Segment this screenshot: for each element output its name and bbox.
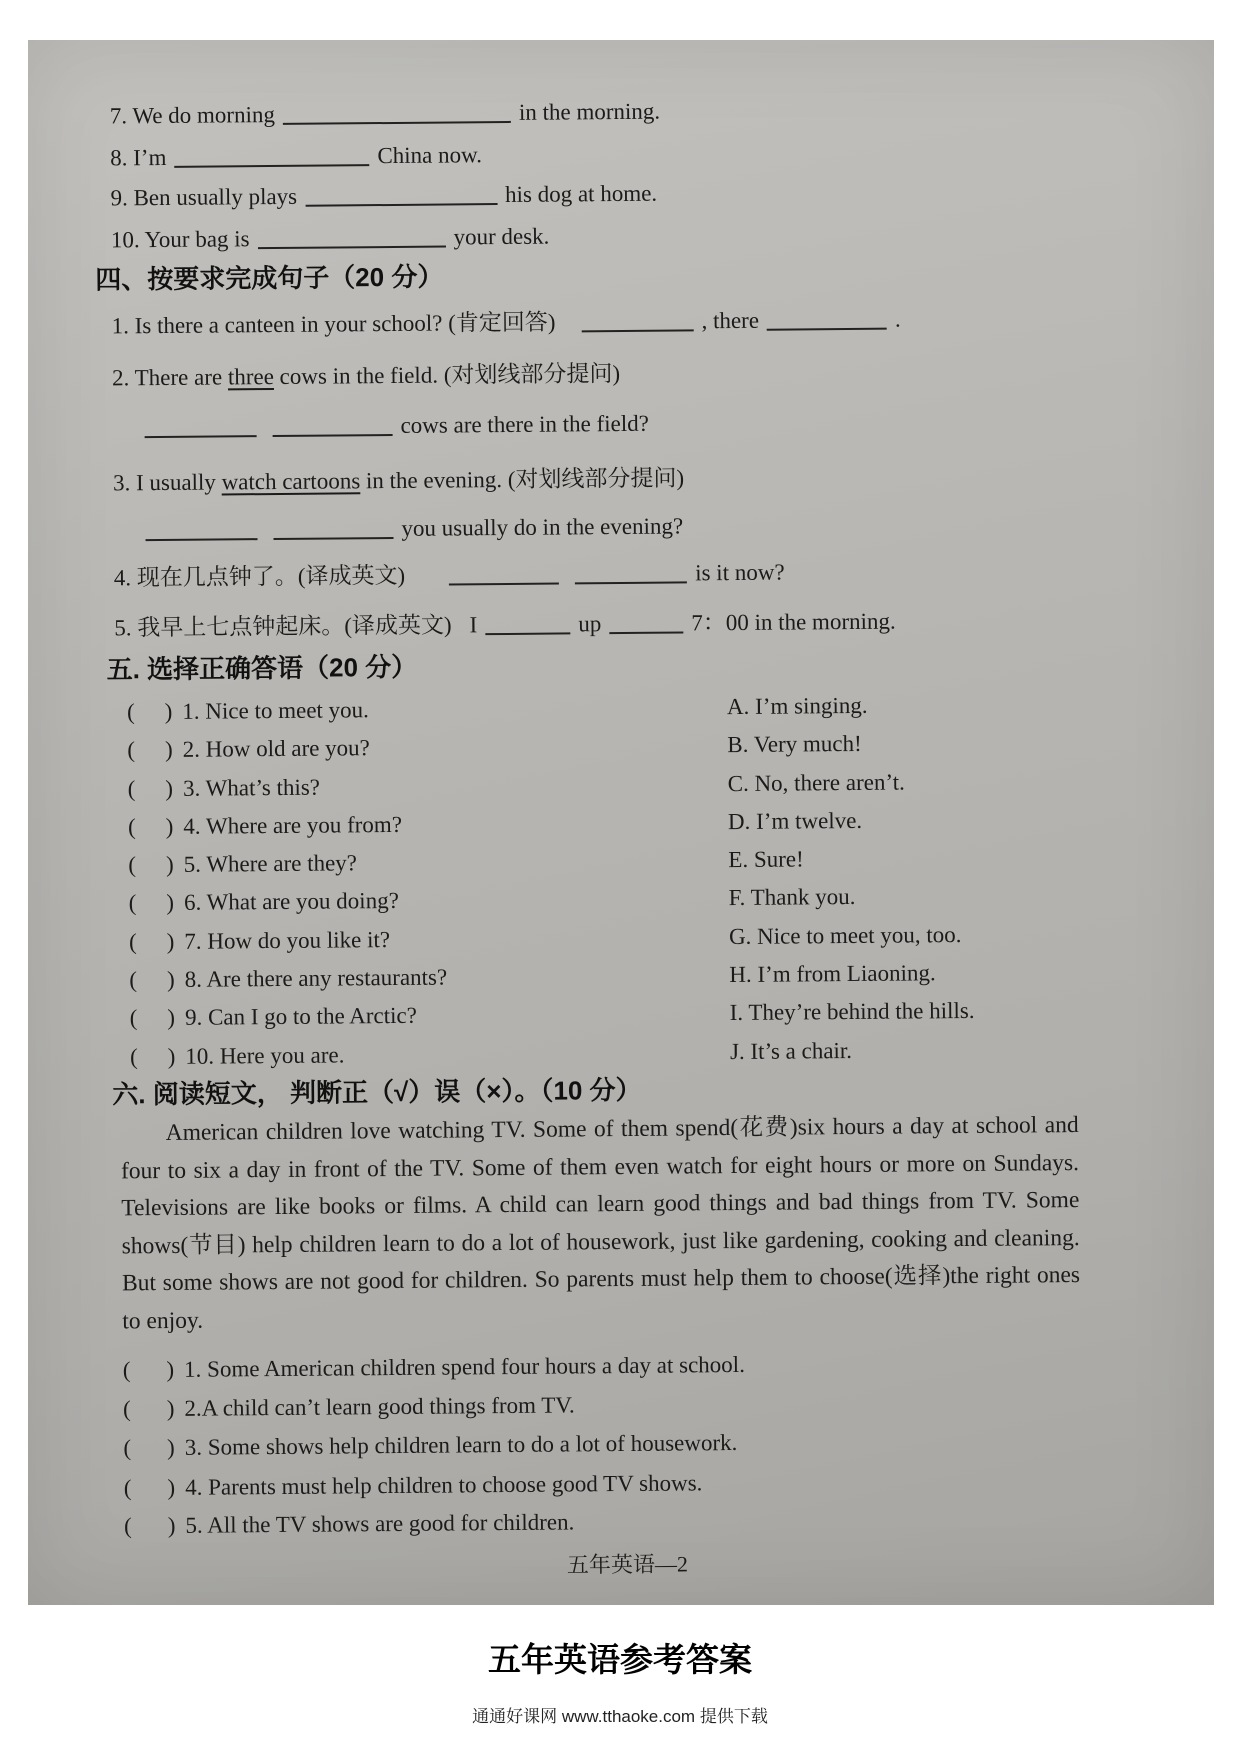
answer-paren-open: ( [129, 1005, 138, 1031]
matching-question-row [128, 849, 357, 879]
blank-line [273, 432, 393, 437]
q1-end: . [894, 306, 901, 332]
answer-paren-open: ( [128, 929, 137, 955]
fill-item-9-post: his dog at home. [504, 180, 658, 207]
blank-line [449, 581, 559, 586]
matching-question-row [129, 964, 447, 994]
answer-key-title: 五年英语参考答案 [488, 1641, 752, 1678]
answer-paren-close: ) [166, 928, 175, 954]
tf-item-text: 5. All the TV shows are good for children. [185, 1509, 575, 1538]
answer-paren-open: ( [129, 967, 138, 993]
matching-question-text: 10. Here you are. [185, 1042, 345, 1069]
reading-passage: American children love watching TV. Some of them spend(花费)six hours a day at school and four to six a day in front of the TV. Some of them even watch for eight hours or more on Sundays. Televisions are like books or films. A child can learn good things and bad things from TV. Some shows(节目) help children learn to do a lot of housework, just like gardening, cooking and cleaning. But some shows are not good for children. So parents must help them to choose(选择)the right ones to enjoy. [120, 1112, 1081, 1334]
matching-question-text: 3. What’s this? [182, 774, 321, 801]
matching-answer-item: C. No, there aren’t. [727, 769, 905, 797]
matching-question-row [127, 734, 370, 764]
blank-line [145, 536, 257, 541]
matching-question-row [128, 774, 320, 803]
matching-question-text: 8. Are there any restaurants? [184, 964, 448, 992]
q1-pre: 1. Is there a canteen in your school? (肯定回答) [111, 309, 556, 339]
q2-underlined-word: three [227, 364, 274, 390]
answer-paren-open: ( [127, 776, 136, 802]
q1-mid: , there [701, 307, 760, 334]
matching-question-text: 9. Can I go to the Arctic? [184, 1002, 417, 1030]
q3-underlined-words: watch cartoons [221, 468, 361, 495]
matching-question-text: 2. How old are you? [182, 735, 370, 762]
blank-line [767, 326, 887, 331]
q4-pre: 4. 现在几点钟了。(译成英文) [113, 562, 406, 591]
blank-line [174, 162, 369, 168]
fill-item-8-post: China now. [377, 142, 483, 169]
q5-end: 7：00 in the morning. [691, 608, 896, 636]
fill-item-7-pre: 7. We do morning [109, 101, 276, 129]
section4-q3-line1 [113, 464, 684, 497]
section4-heading: 四、按要求完成句子（20 分） [95, 261, 444, 295]
matching-question-row [130, 1041, 345, 1070]
answer-paren-open: ( [126, 699, 135, 725]
fill-item-7-post: in the morning. [518, 98, 661, 125]
matching-question-text: 4. Where are you from? [183, 811, 403, 839]
tf-item-row [123, 1429, 737, 1462]
section4-q1 [112, 306, 901, 340]
matching-answer-item: I. They’re behind the hills. [729, 997, 975, 1026]
answer-paren-open: ( [128, 852, 137, 878]
exam-scan [28, 40, 1214, 1605]
page-number-label: 五年英语—2 [566, 1551, 689, 1578]
blank-line [283, 119, 511, 125]
q3-post: in the evening. (对划线部分提问) [360, 465, 685, 494]
q5-pre: 5. 我早上七点钟起床。(译成英文) [114, 612, 452, 641]
answer-paren-open: ( [123, 1475, 132, 1501]
tf-item-text: 4. Parents must help children to choose good TV shows. [185, 1470, 703, 1500]
q4-end: is it now? [695, 559, 785, 586]
answer-paren-open: ( [122, 1396, 131, 1422]
blank-line [273, 535, 393, 540]
blank-line [582, 327, 694, 332]
q3-pre: 3. I usually [112, 469, 222, 496]
section5-heading: 五. 选择正确答语（20 分） [106, 651, 418, 685]
section4-q2-line1 [112, 360, 620, 392]
tf-item-row [123, 1351, 745, 1384]
matching-question-row [130, 1002, 417, 1032]
answer-paren-close: ) [167, 1474, 176, 1500]
matching-question-text: 1. Nice to meet you. [182, 697, 369, 724]
matching-question-text: 7. How do you like it? [184, 927, 391, 954]
section4-q3-line2 [145, 512, 683, 544]
blank-line [305, 201, 497, 207]
matching-question-text: 5. Where are they? [183, 850, 358, 877]
matching-answer-item: H. I’m from Liaoning. [729, 960, 936, 988]
q2-line2-text: cows are there in the field? [400, 410, 650, 438]
answer-paren-open: ( [122, 1357, 131, 1383]
q5-mid1: I [469, 612, 478, 638]
matching-answer-item: B. Very much! [727, 730, 862, 758]
fill-item-7 [110, 98, 661, 130]
tf-item-row [123, 1391, 575, 1423]
blank-line [145, 433, 257, 438]
fill-item-9 [110, 180, 657, 212]
answer-paren-close: ) [165, 813, 174, 839]
tf-item-row [124, 1508, 574, 1540]
answer-paren-close: ) [167, 1043, 176, 1069]
tf-item-text: 3. Some shows help children learn to do a lot of housework. [184, 1430, 738, 1460]
matching-question-row [129, 887, 399, 917]
matching-question-row [128, 811, 402, 841]
answer-paren-close: ) [166, 1356, 175, 1382]
answer-paren-open: ( [127, 814, 136, 840]
matching-question-row [129, 926, 390, 956]
answer-paren-close: ) [166, 889, 175, 915]
matching-answer-item: F. Thank you. [728, 883, 856, 911]
matching-answer-item: D. I’m twelve. [727, 807, 863, 835]
answer-paren-close: ) [164, 698, 173, 724]
fill-item-10-post: your desk. [453, 223, 550, 250]
fill-item-9-pre: 9. Ben usually plays [110, 183, 298, 211]
blank-line [258, 244, 446, 250]
matching-answer-item: E. Sure! [728, 846, 804, 873]
answer-paren-close: ) [166, 1434, 175, 1460]
section4-q5 [114, 608, 896, 642]
answer-paren-close: ) [165, 775, 174, 801]
answer-paren-close: ) [166, 1395, 175, 1421]
matching-answer-item: A. I’m singing. [726, 692, 868, 720]
section6-heading: 六. 阅读短文， 判断正（√）误（×）。（10 分） [112, 1074, 642, 1110]
fill-item-8-pre: 8. I’m [110, 144, 167, 171]
blank-line [485, 630, 570, 635]
matching-question-text: 6. What are you doing? [183, 887, 399, 915]
answer-paren-open: ( [123, 1435, 132, 1461]
section4-q2-line2 [144, 410, 649, 442]
section4-q4 [114, 559, 785, 592]
fill-item-10-pre: 10. Your bag is [110, 226, 250, 253]
matching-answer-item: J. It’s a chair. [729, 1037, 853, 1065]
site-watermark: 通通好课网 www.tthaoke.com 提供下载 [472, 1707, 768, 1726]
matching-answer-item: G. Nice to meet you, too. [728, 922, 962, 950]
answer-paren-open: ( [128, 890, 137, 916]
answer-paren-close: ) [164, 736, 173, 762]
blank-line [609, 629, 683, 634]
q5-mid2: up [578, 611, 602, 637]
answer-paren-close: ) [167, 1004, 176, 1030]
answer-paren-open: ( [129, 1044, 138, 1070]
tf-item-row [124, 1469, 703, 1502]
fill-item-8 [110, 141, 482, 172]
tf-item-text: 1. Some American children spend four hours a day at school. [183, 1351, 745, 1382]
answer-paren-close: ) [167, 1512, 176, 1538]
answer-paren-close: ) [165, 851, 174, 877]
blank-line [575, 579, 687, 584]
q2-pre: 2. There are [111, 364, 229, 391]
q3-line2-text: you usually do in the evening? [401, 513, 684, 541]
tf-item-text: 2.A child can’t learn good things from TV. [184, 1392, 575, 1421]
exam-scan-content [28, 40, 1214, 1605]
answer-paren-close: ) [166, 966, 175, 992]
matching-question-row [127, 696, 369, 726]
fill-item-10 [111, 223, 550, 254]
answer-paren-open: ( [124, 1513, 132, 1539]
q2-post: cows in the field. (对划线部分提问) [273, 360, 621, 390]
answer-paren-open: ( [127, 737, 136, 763]
